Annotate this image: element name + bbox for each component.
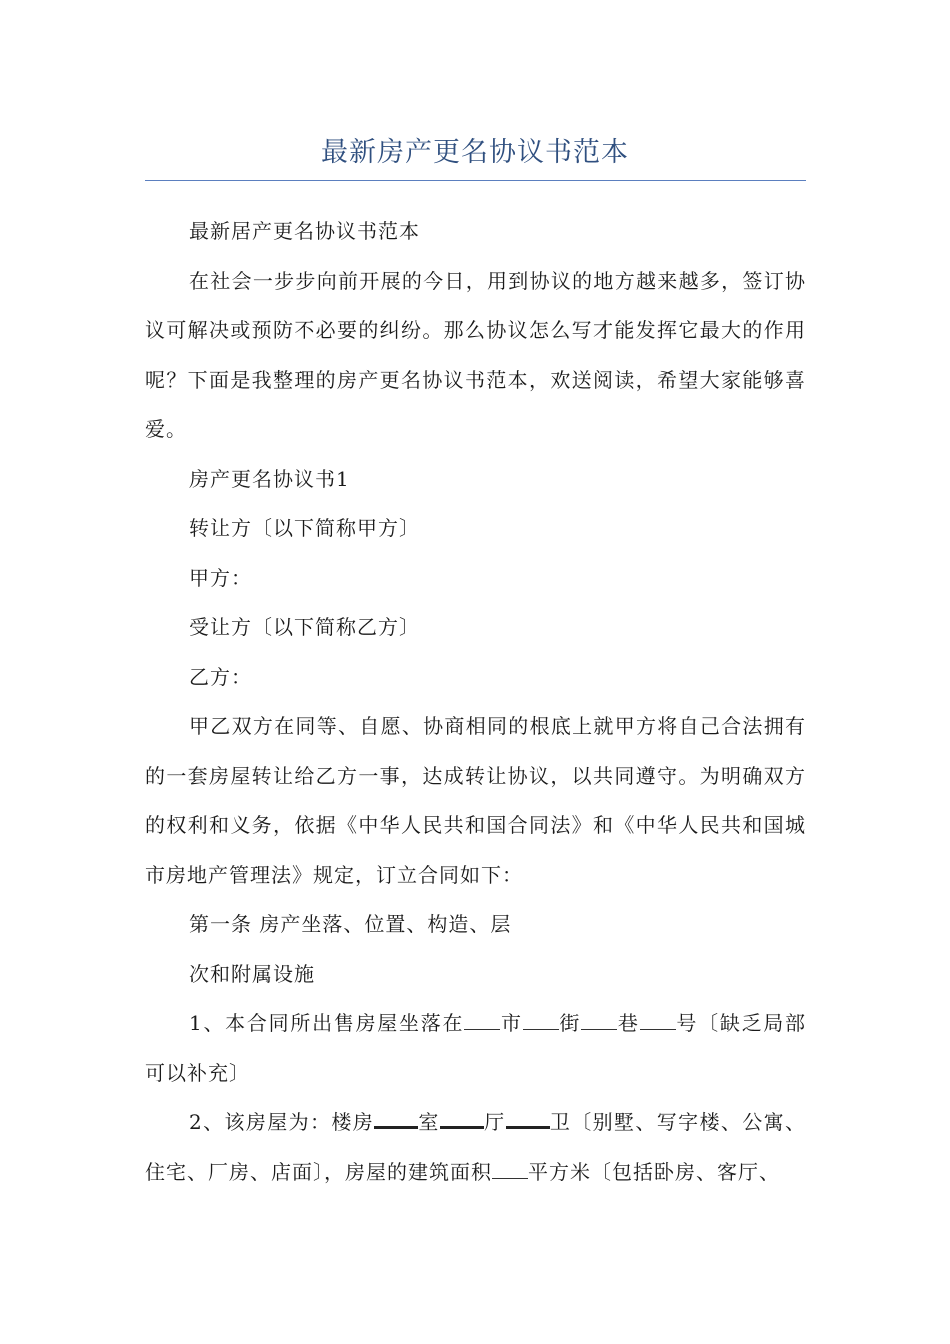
clause-1-text-d: 巷: [617, 1011, 640, 1035]
paragraph-agreement-preamble: 甲乙双方在同等、自愿、协商相同的根底上就甲方将自己合法拥有的一套房屋转让给乙方一事，达成转让协议，以共同遵守。为明确双方的权利和义务，依据《中华人民共和国合同法》和《中华人民共和国城市房地产管理法》规定，订立合同如下：: [145, 714, 806, 887]
blank-halls: [440, 1109, 484, 1129]
clause-1-text-a: 1、本合同所出售房屋坐落在: [189, 1011, 465, 1035]
clause-2-text-c: 厅: [483, 1110, 506, 1134]
blank-city: [464, 1011, 500, 1030]
blank-street: [523, 1011, 559, 1030]
paragraph-transferor-label: 转让方〔以下简称甲方〕: [189, 516, 420, 540]
clause-2-text-b: 室: [418, 1110, 440, 1134]
blank-lane: [581, 1011, 617, 1030]
paragraph-clause-1: [145, 999, 806, 1098]
paragraph-party-b: 乙方：: [189, 664, 252, 689]
document-body: [145, 207, 806, 1197]
paragraph-transferee-label: 受让方〔以下简称乙方〕: [189, 615, 420, 639]
paragraph-section-heading: 房产更名协议书1: [189, 466, 350, 491]
clause-2-text-e: 平方米〔包括卧房、客厅、: [528, 1159, 780, 1184]
blank-number: [640, 1011, 676, 1030]
clause-1-text-e: 号〔缺乏局部可以补充〕: [145, 1011, 807, 1085]
blank-area: [492, 1160, 528, 1179]
paragraph-subtitle: 最新居产更名协议书范本: [189, 219, 420, 243]
clause-1-text-b: 市: [500, 1011, 523, 1035]
page-title: 最新房产更名协议书范本: [321, 137, 629, 168]
blank-rooms: [374, 1109, 418, 1129]
paragraph-intro: 在社会一步步向前开展的今日，用到协议的地方越来越多，签订协议可解决或预防不必要的纠纷。那么协议怎么写才能发挥它最大的作用呢？下面是我整理的房产更名协议书范本，欢送阅读，希望大家能够喜爱。: [145, 268, 806, 441]
paragraph-clause-2: [145, 1098, 806, 1197]
title-divider: [145, 180, 806, 181]
clause-2-text-d: 卫〔别墅、写字楼、公寓、住宅、厂房、店面〕，房屋的建筑面积: [145, 1110, 807, 1184]
clause-2-text-a: 2、该房屋为：楼房: [189, 1110, 375, 1134]
blank-baths: [506, 1109, 550, 1129]
paragraph-article-one-cont: 次和附属设施: [189, 961, 315, 986]
paragraph-party-a: 甲方：: [189, 565, 252, 590]
clause-1-text-c: 街: [558, 1011, 582, 1035]
paragraph-article-one: 第一条 房产坐落、位置、构造、层: [189, 912, 512, 936]
